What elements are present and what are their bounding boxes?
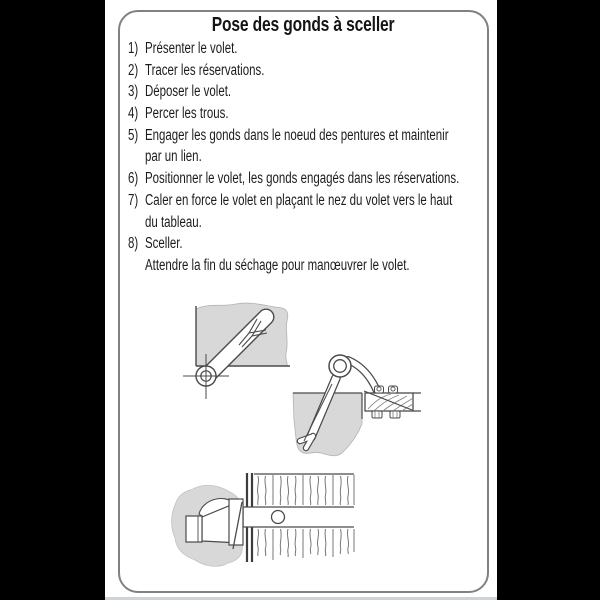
item-number: 5): [128, 126, 139, 144]
drying-note: [128, 255, 480, 277]
list-item: [128, 233, 480, 255]
drying-note-text: Attendre la fin du séchage pour manœuvrer le volet.: [145, 256, 410, 274]
item-number: 2): [128, 61, 139, 79]
item-number: 7): [128, 191, 139, 209]
wood-grain-upper: [257, 475, 354, 505]
item-text: Tracer les réservations.: [145, 61, 265, 79]
page-title: [120, 13, 487, 37]
item-number: 8): [128, 235, 139, 253]
item-text: Sceller.: [145, 235, 183, 253]
item-text: Déposer le volet.: [145, 83, 232, 101]
gond-scelle-dans-angle-icon: [183, 303, 290, 399]
left-black-bar: [0, 0, 105, 600]
item-text: Caler en force le volet en plaçant le nez du volet vers le haut: [145, 191, 453, 209]
technical-illustrations: [150, 295, 440, 575]
right-black-bar: [497, 0, 600, 600]
list-item: [128, 103, 480, 125]
item-number: 6): [128, 170, 139, 188]
item-number: 1): [128, 40, 139, 57]
gond-reservation-penture-icon: [293, 355, 421, 456]
list-item: [128, 38, 480, 60]
list-item: [128, 168, 480, 190]
item-text: Percer les trous.: [145, 105, 229, 123]
item-text: Engager les gonds dans le noeud des pentures et maintenir: [145, 126, 449, 144]
list-item: [128, 81, 480, 103]
item-text: Positionner le volet, les gonds engagés dans les réservations.: [145, 170, 460, 188]
item-number: 4): [128, 105, 139, 123]
item-text: Présenter le volet.: [145, 40, 238, 57]
item-text-continued: du tableau.: [145, 213, 202, 231]
page-title-text: Pose des gonds à sceller: [212, 14, 395, 36]
instruction-list: [128, 38, 480, 277]
item-number: 3): [128, 83, 139, 101]
list-item: [128, 125, 480, 168]
wood-grain-lower: [257, 529, 354, 560]
item-text-continued: par un lien.: [145, 148, 202, 166]
list-item: [128, 190, 480, 233]
list-item: [128, 60, 480, 82]
gond-penture-volet-icon: [172, 473, 354, 566]
